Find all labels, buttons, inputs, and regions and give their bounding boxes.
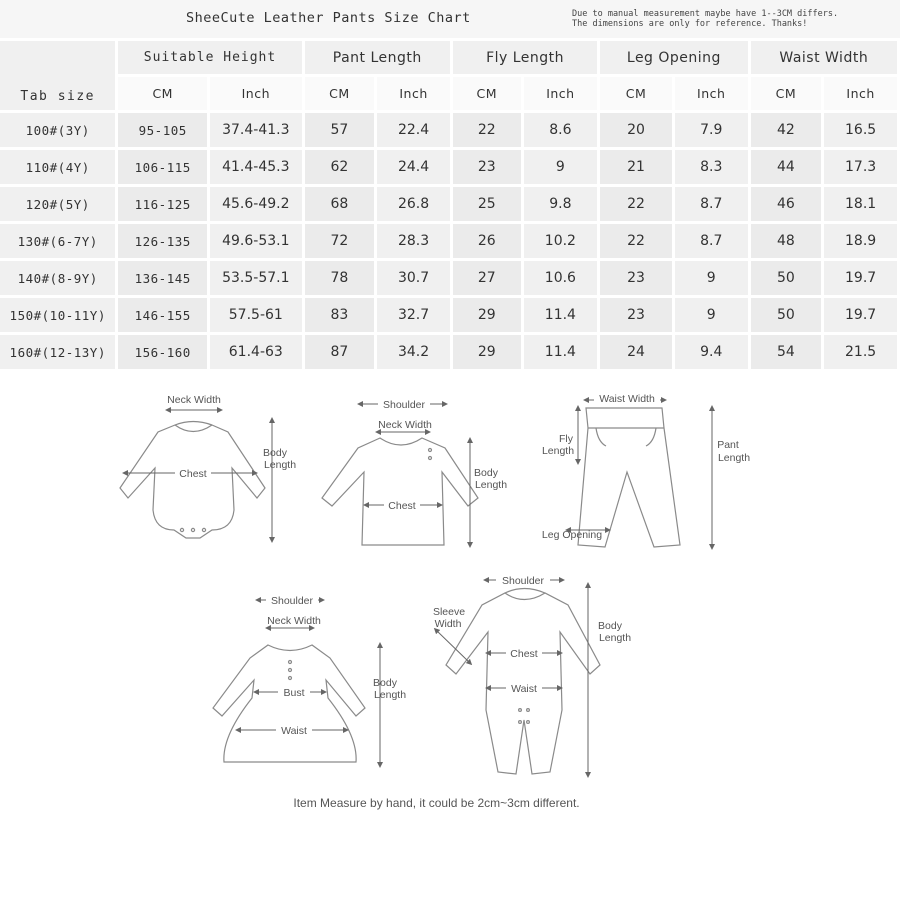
table-cell: 42 [751, 113, 822, 147]
label-chest: Chest [510, 648, 538, 660]
table-cell: 62 [305, 150, 375, 184]
label-fly: Fly [559, 433, 573, 445]
label-length: Length [263, 459, 297, 471]
unit-header: Inch [675, 77, 748, 110]
table-cell: 22.4 [377, 113, 450, 147]
table-cell: 10.6 [524, 261, 598, 295]
table-cell: 53.5-57.1 [210, 261, 302, 295]
label-body: Body [474, 467, 498, 479]
table-cell: 29 [453, 335, 521, 369]
table-cell: 19.7 [824, 261, 897, 295]
label-shoulder: Shoulder [270, 595, 314, 607]
table-cell: 19.7 [824, 298, 897, 332]
label-sleeve: Sleeve [432, 606, 466, 618]
table-cell: 9.4 [675, 335, 748, 369]
table-cell: 27 [453, 261, 521, 295]
table-cell: 83 [305, 298, 375, 332]
table-cell: 29 [453, 298, 521, 332]
table-cell: 25 [453, 187, 521, 221]
table-cell: 9.8 [524, 187, 598, 221]
table-cell: 11.4 [524, 335, 598, 369]
label-fly-length: Length [541, 445, 575, 457]
unit-header: CM [751, 77, 822, 110]
group-header-pant-length: Pant Length [305, 41, 450, 74]
label-neck-width: Neck Width [267, 615, 321, 627]
table-cell: 17.3 [824, 150, 897, 184]
table-cell: 10.2 [524, 224, 598, 258]
tab-size-cell: 150#(10-11Y) [0, 298, 115, 332]
label-length: Length [373, 689, 407, 701]
label-length: Length [474, 479, 508, 491]
table-cell: 44 [751, 150, 822, 184]
table-cell: 32.7 [377, 298, 450, 332]
table-cell: 7.9 [675, 113, 748, 147]
table-cell: 26 [453, 224, 521, 258]
table-cell: 68 [305, 187, 375, 221]
unit-header: CM [600, 77, 672, 110]
table-cell: 61.4-63 [210, 335, 302, 369]
label-body: Body [598, 620, 622, 632]
label-neck-width: Neck Width [167, 394, 221, 406]
tab-size-cell: 140#(8-9Y) [0, 261, 115, 295]
table-cell: 18.1 [824, 187, 897, 221]
tab-size-cell: 130#(6-7Y) [0, 224, 115, 258]
table-cell: 9 [675, 298, 748, 332]
label-width: Width [434, 618, 462, 630]
table-cell: 21 [600, 150, 672, 184]
label-pant-length: Length [717, 452, 751, 464]
table-cell: 41.4-45.3 [210, 150, 302, 184]
table-cell: 95-105 [118, 113, 207, 147]
group-header-leg-opening: Leg Opening [600, 41, 747, 74]
group-header-fly-length: Fly Length [453, 41, 597, 74]
chart-title: SheeCute Leather Pants Size Chart [186, 10, 471, 26]
table-cell: 49.6-53.1 [210, 224, 302, 258]
unit-header: Inch [210, 77, 302, 110]
size-chart-table [0, 38, 900, 372]
measurement-note [572, 9, 892, 29]
unit-header-row [0, 77, 897, 110]
label-waist: Waist [281, 725, 307, 737]
unit-header: CM [118, 77, 207, 110]
table-cell: 136-145 [118, 261, 207, 295]
note-line-1: Due to manual measurement maybe have 1--3CM differs. [572, 9, 839, 19]
label-waist-width: Waist Width [599, 393, 655, 405]
table-cell: 72 [305, 224, 375, 258]
table-cell: 54 [751, 335, 822, 369]
label-chest: Chest [179, 468, 207, 480]
title-bar [0, 0, 900, 38]
table-cell: 57.5-61 [210, 298, 302, 332]
table-row [0, 187, 897, 221]
label-waist: Waist [511, 683, 537, 695]
tab-size-header: Tab size [0, 41, 115, 110]
table-cell: 116-125 [118, 187, 207, 221]
table-cell: 22 [600, 224, 672, 258]
tab-size-cell: 110#(4Y) [0, 150, 115, 184]
label-shoulder: Shoulder [501, 575, 545, 587]
table-cell: 8.6 [524, 113, 598, 147]
table-cell: 146-155 [118, 298, 207, 332]
label-length: Length [598, 632, 632, 644]
unit-header: Inch [824, 77, 897, 110]
table-cell: 50 [751, 261, 822, 295]
table-cell: 57 [305, 113, 375, 147]
table-row [0, 224, 897, 258]
unit-header: Inch [377, 77, 450, 110]
table-cell: 22 [453, 113, 521, 147]
table-cell: 156-160 [118, 335, 207, 369]
group-header-row [0, 41, 897, 74]
tab-size-cell: 120#(5Y) [0, 187, 115, 221]
unit-header: CM [453, 77, 521, 110]
table-cell: 34.2 [377, 335, 450, 369]
note-line-2: The dimensions are only for reference. Thanks! [572, 19, 808, 29]
pants-illustration [578, 408, 680, 547]
romper-illustration [446, 589, 600, 775]
label-body: Body [373, 677, 397, 689]
table-cell: 37.4-41.3 [210, 113, 302, 147]
tab-size-cell: 160#(12-13Y) [0, 335, 115, 369]
table-cell: 126-135 [118, 224, 207, 258]
table-row [0, 113, 897, 147]
table-row [0, 335, 897, 369]
table-row [0, 298, 897, 332]
label-leg-opening: Leg Opening [541, 529, 603, 541]
table-cell: 23 [600, 298, 672, 332]
table-cell: 87 [305, 335, 375, 369]
table-cell: 45.6-49.2 [210, 187, 302, 221]
table-cell: 11.4 [524, 298, 598, 332]
table-cell: 50 [751, 298, 822, 332]
unit-header: Inch [524, 77, 598, 110]
measurement-diagrams [0, 380, 900, 900]
diagram-canvas [0, 380, 900, 800]
table-cell: 30.7 [377, 261, 450, 295]
table-cell: 9 [524, 150, 598, 184]
table-cell: 28.3 [377, 224, 450, 258]
table-cell: 26.8 [377, 187, 450, 221]
table-row [0, 261, 897, 295]
unit-header: CM [305, 77, 375, 110]
table-cell: 78 [305, 261, 375, 295]
table-cell: 48 [751, 224, 822, 258]
table-cell: 46 [751, 187, 822, 221]
label-chest: Chest [388, 500, 416, 512]
label-shoulder: Shoulder [382, 399, 426, 411]
label-pant: Pant [717, 439, 739, 451]
table-cell: 16.5 [824, 113, 897, 147]
table-cell: 23 [600, 261, 672, 295]
table-cell: 21.5 [824, 335, 897, 369]
table-cell: 106-115 [118, 150, 207, 184]
label-body: Body [263, 447, 287, 459]
table-row [0, 150, 897, 184]
dress-illustration [213, 645, 365, 762]
table-body [0, 113, 897, 369]
table-cell: 20 [600, 113, 672, 147]
table-cell: 9 [675, 261, 748, 295]
tab-size-cell: 100#(3Y) [0, 113, 115, 147]
table-cell: 8.3 [675, 150, 748, 184]
table-cell: 8.7 [675, 224, 748, 258]
footer-note: Item Measure by hand, it could be 2cm~3cm different. [293, 796, 580, 810]
table-cell: 24.4 [377, 150, 450, 184]
label-bust: Bust [283, 687, 305, 699]
table-cell: 8.7 [675, 187, 748, 221]
shirt-illustration [322, 438, 478, 545]
table-cell: 22 [600, 187, 672, 221]
table-cell: 23 [453, 150, 521, 184]
label-neck-width: Neck Width [378, 419, 432, 431]
table-cell: 18.9 [824, 224, 897, 258]
table-cell: 24 [600, 335, 672, 369]
group-header-waist-width: Waist Width [751, 41, 897, 74]
group-header-height: Suitable Height [118, 41, 301, 74]
